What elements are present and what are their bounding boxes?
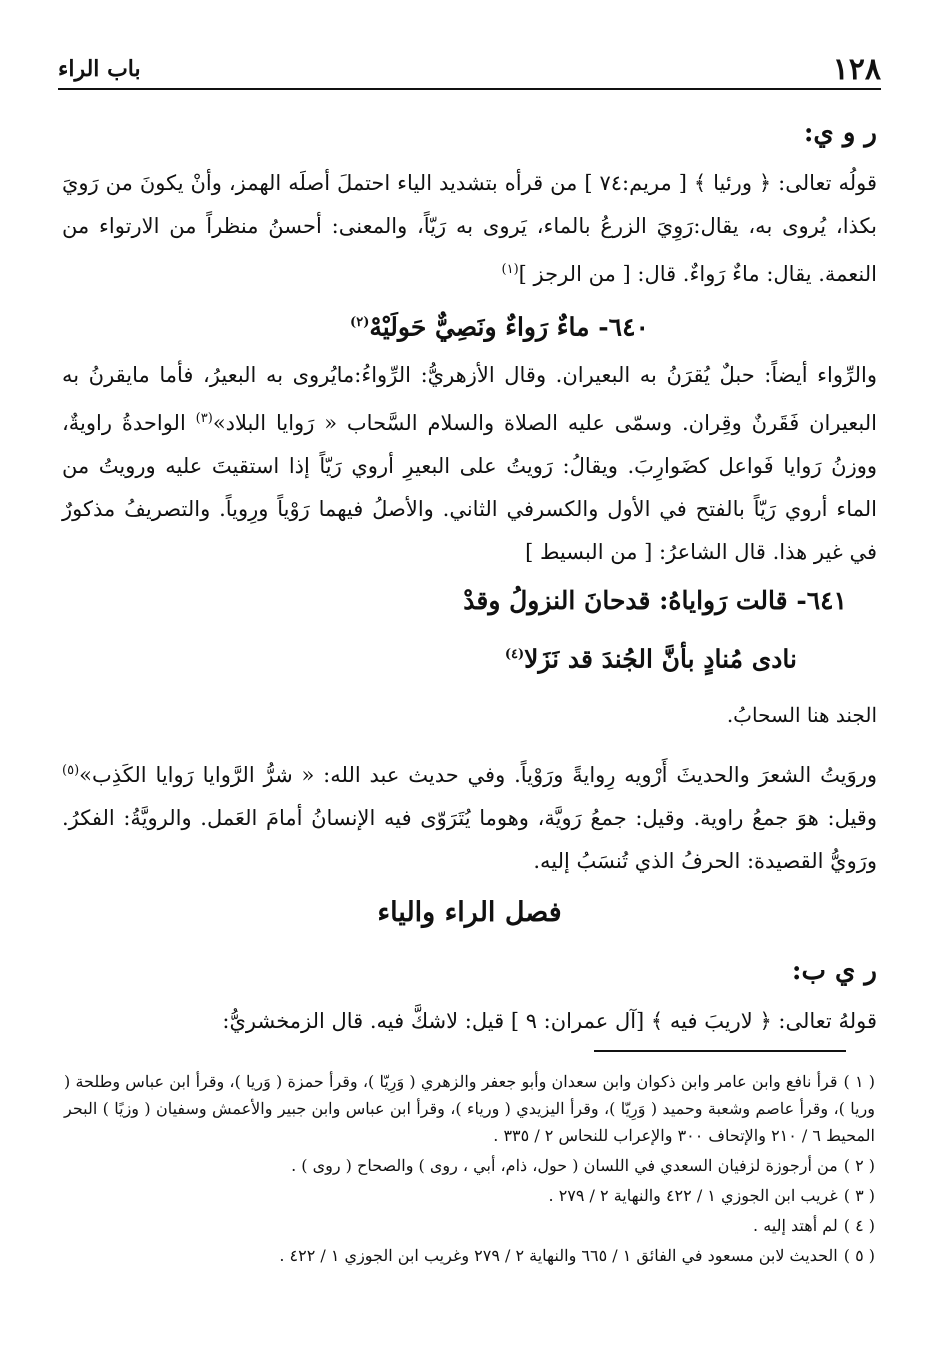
footnote-3 (64, 1182, 875, 1209)
footnote-4 (64, 1212, 875, 1239)
footnotes (64, 1068, 875, 1272)
main-text (62, 118, 877, 1043)
footnote-text: غريب ابن الجوزي ١ / ٤٢٢ والنهاية ٢ / ٢٧٩ . (548, 1186, 838, 1205)
footnote-ref-3: (٣) (195, 411, 213, 427)
footnote-ref-4: (٤) (504, 647, 525, 663)
footnote-number: ( ٤ ) (843, 1216, 875, 1235)
paragraph-1-text: قولُه تعالى: ﴿ ورئيا ﴾ [ مريم:٧٤ ] من قرأه بتشديد الياء احتملَ أصلَه الهمز، وأنْ يكونَ من رَويَ بكذا، يُروى به، يقال:رَوِيَ الزرعُ بالماء، يَروى به رَيّاً، والمعنى: أحسنُ منظراً من الارتواء من النعمة. يقال: ماءٌ رَواءٌ. قال: [ من الرجز ] (62, 171, 878, 286)
footnote-text: الحديث لابن مسعود في الفائق ١ / ٦٦٥ والنهاية ٢ / ٢٧٩ وغريب ابن الجوزي ١ / ٤٢٢ . (279, 1246, 838, 1265)
footnote-text: قرأ نافع وابن عامر وابن ذكوان وابن سعدان وأبو جعفر والزهري ( وَرِيّا )، وقرأ حمزة ( وَريا )، وقرأ ابن عباس وطلحة ( وريا )، وقرأ عاصم وشعبة وحميد ( وَرِيّا )، وقرأ اليزيدي ( ورياء )، وقرأ ابن عباس وابن جبير والأعمش وسفيان ( وزيًا ) البحر المحيط ٦ / ٢١٠ والإتحاف ٣٠٠ والإعراب للنحاس ٢ / ٣٣٥ . (64, 1072, 875, 1145)
page-header (58, 48, 881, 88)
section-title: فصل الراء والياء (377, 896, 562, 928)
paragraph-3b-text: وقيل: هوَ جمعُ راوية. وقيل: جمعُ رَويَّة، وهوما يُتَرَوّى فيه الإنسانُ أمامَ العَمل. والرويَّةُ: الفكرُ. ورَويُّ القصيدة: الحرفُ الذي تُنسَبُ إليه. (62, 805, 877, 873)
verse-640 (62, 296, 877, 354)
paragraph-3 (62, 749, 877, 883)
footnote-ref-1: (١) (501, 262, 519, 277)
gloss-note: الجند هنا السحابُ. (726, 702, 877, 727)
paragraph-4: قولهُ تعالى: ﴿ لاريبَ فيه ﴾ [آل عمران: ٩ ] قيل: لاشكَّ فيه. قال الزمخشريُّ: (222, 1008, 877, 1033)
page-number: ١٢٨ (832, 52, 881, 87)
entry-heading-rwy: ر و ي: (803, 118, 877, 148)
paragraph-2 (62, 354, 877, 574)
chapter-title: باب الراء (58, 56, 141, 82)
footnote-number: ( ٣ ) (843, 1186, 875, 1205)
verse-641b-text: نادى مُنادٍ بأنَّ الجُندَ قد نَزَلا (524, 644, 797, 674)
header-rule (58, 88, 881, 90)
footnote-number: ( ٢ ) (843, 1156, 875, 1175)
footnote-separator (594, 1050, 846, 1052)
footnote-2 (64, 1152, 875, 1179)
footnote-text: لم أهتد إليه . (753, 1216, 838, 1235)
verse-641-first-hemistich: ٦٤١- قالت رَواياهُ: قدحانَ النزولُ وقدْ (463, 586, 847, 616)
footnote-1 (64, 1068, 875, 1149)
footnote-ref-2: (٢) (350, 315, 370, 330)
footnote-ref-5: (٥) (62, 762, 80, 778)
verse-640-text: ٦٤٠- ماءٌ رَواءٌ ونَصِيٌّ حَولَيْهْ (369, 312, 649, 342)
paragraph-3a-text: وروَيتُ الشعرَ والحديثَ أَرْويه رِوايةً ورَوْياً. وفي حديث عبد الله: « شرُّ الرَّوايا رَوايا الكَذِب» (79, 762, 877, 787)
footnote-number: ( ٥ ) (843, 1246, 875, 1265)
paragraph-2a-text: والرِّواء أيضاً: حبلٌ يُقرَنُ به البعيران. وقال الأزهريُّ: الرِّواءُ:مايُروى به البعيرُ، فأما مايقرنُ به البعيران فَقَرنٌ وقِران. وسمّى عليه الصلاة والسلام السَّحاب « رَوايا البلاد» (62, 363, 877, 436)
footnote-5 (64, 1242, 875, 1269)
paragraph-2b-text: الواحدةُ راويةٌ، ووزنُ رَوايا فَواعل كضَوارِبَ. ويقالُ: رَويتُ على البعيرِ أروي رَيّاً إذا استقيتَ عليه ورويتُ من الماء أروي رَيّاً بالفتح في الأول والكسرفي الثاني. والأصلُ فيهما رَوْياً ورِوياً. والتصريفُ مذكورٌ في غير هذا. قال الشاعرُ: [ من البسيط ] (62, 411, 877, 565)
footnote-text: من أرجوزة لزفيان السعدي في اللسان ( حول، ذام، أبي ، روى ) والصحاح ( روى ) . (291, 1156, 838, 1175)
entry-heading-ryb: ر ي ب: (791, 955, 877, 986)
verse-641-second-hemistich (62, 628, 877, 686)
paragraph-1 (62, 162, 877, 296)
footnote-number: ( ١ ) (843, 1072, 876, 1091)
